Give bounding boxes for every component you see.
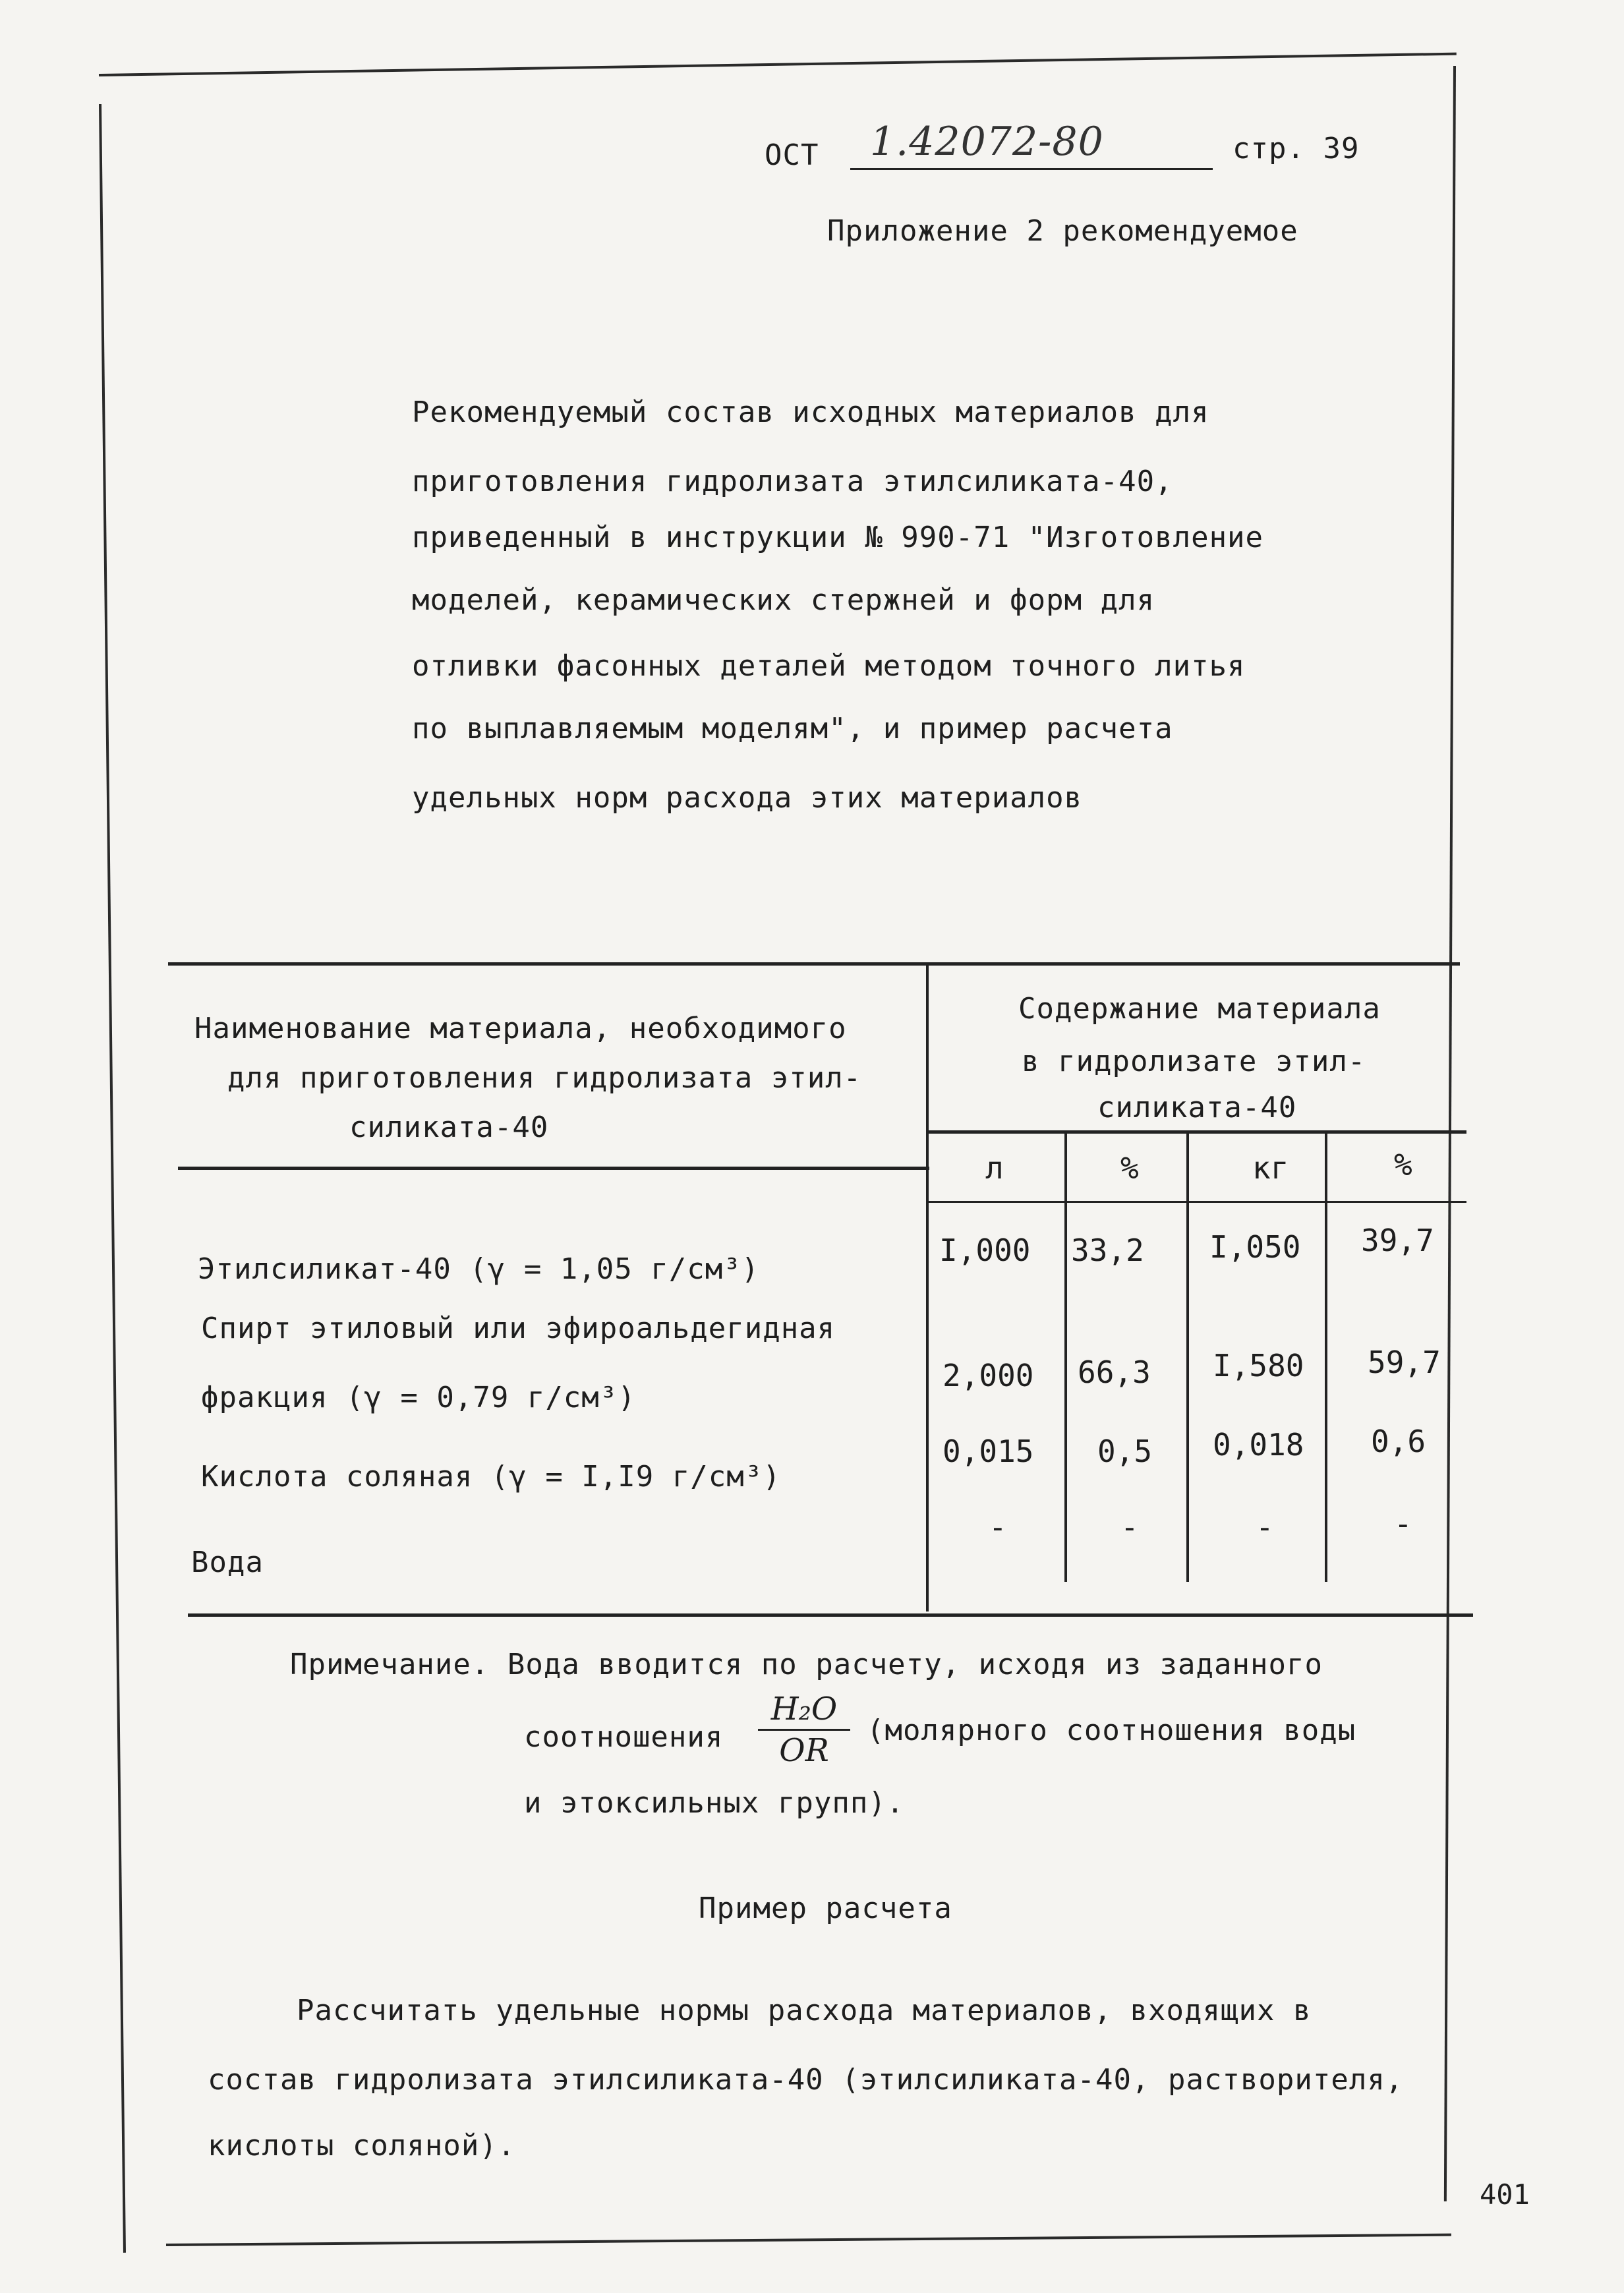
frame-top-border <box>99 53 1457 76</box>
fraction-bar <box>758 1729 850 1731</box>
table-header-rule-left <box>178 1167 929 1170</box>
table-units-rule <box>926 1201 1466 1203</box>
row-name: Вода <box>191 1546 264 1579</box>
row-name: Этилсиликат-40 (γ = 1,05 г/см³) <box>198 1252 760 1286</box>
row-value: 39,7 <box>1361 1223 1434 1258</box>
header-right-line: Содержание материала <box>1018 992 1381 1026</box>
row-name: фракция (γ = 0,79 г/см³) <box>201 1381 636 1414</box>
row-value: 0,015 <box>942 1434 1034 1469</box>
table-divider-main <box>926 966 929 1611</box>
intro-line: Рекомендуемый состав исходных материалов для <box>412 395 1209 429</box>
row-value: 0,018 <box>1213 1427 1304 1463</box>
intro-line: удельных норм расхода этих материалов <box>412 781 1083 815</box>
fraction-numerator: H₂O <box>770 1691 838 1727</box>
row-value: 59,7 <box>1368 1345 1441 1380</box>
ost-label: ОСТ <box>765 138 819 172</box>
intro-line: приведенный в инструкции № 990-71 "Изготовление <box>412 521 1264 554</box>
row-value: - <box>1394 1506 1412 1542</box>
row-value: - <box>1120 1509 1139 1545</box>
note-line: и этоксильных групп). <box>524 1786 905 1820</box>
table-divider-col2 <box>1064 1134 1067 1582</box>
row-value: - <box>1256 1509 1274 1545</box>
row-value: 66,3 <box>1078 1354 1151 1390</box>
header-right-line: силиката-40 <box>1097 1091 1297 1124</box>
header-left-line: силиката-40 <box>349 1111 549 1144</box>
corner-page-number: 401 <box>1480 2178 1530 2211</box>
ost-number: 1.42072-80 <box>870 119 1104 165</box>
row-value: 0,5 <box>1097 1434 1153 1469</box>
row-name: Кислота соляная (γ = I,I9 г/см³) <box>201 1460 781 1494</box>
table-divider-col3 <box>1186 1134 1189 1582</box>
row-value: I,050 <box>1209 1229 1301 1265</box>
example-line: Рассчитать удельные нормы расхода материалов, входящих в <box>297 1994 1312 2027</box>
header-left-line: для приготовления гидролизата этил- <box>227 1061 862 1095</box>
molar-ratio-fraction <box>758 1691 850 1769</box>
header-right-line: в гидролизате этил- <box>1022 1045 1366 1078</box>
intro-line: по выплавляемым моделям", и пример расчета <box>412 712 1173 745</box>
example-line: кислоты соляной). <box>208 2129 516 2162</box>
unit-kg: кг <box>1252 1150 1289 1186</box>
row-value: I,580 <box>1213 1348 1304 1383</box>
example-line: состав гидролизата этилсиликата-40 (этилсиликата-40, растворителя, <box>208 2063 1404 2097</box>
row-name: Спирт этиловый или эфироальдегидная <box>201 1312 836 1345</box>
row-value: - <box>989 1509 1007 1545</box>
table-header-rule-right <box>926 1130 1466 1134</box>
intro-line: отливки фасонных деталей методом точного литья <box>412 649 1246 683</box>
fraction-denominator: OR <box>779 1732 829 1769</box>
unit-percent: % <box>1394 1147 1412 1182</box>
intro-line: приготовления гидролизата этилсиликата-40, <box>412 465 1173 498</box>
note-line: (молярного соотношения воды <box>867 1714 1356 1747</box>
note-line: соотношения <box>524 1720 724 1754</box>
row-value: I,000 <box>939 1233 1031 1268</box>
frame-left-border <box>99 104 126 2253</box>
note-line: Примечание. Вода вводится по расчету, исходя из заданного <box>290 1648 1323 1681</box>
table-divider-col4 <box>1325 1134 1327 1582</box>
header-left-line: Наименование материала, необходимого <box>194 1012 847 1045</box>
row-value: 0,6 <box>1371 1424 1426 1459</box>
row-value: 2,000 <box>942 1358 1034 1393</box>
table-bottom-rule <box>188 1613 1473 1617</box>
ost-underline <box>850 168 1213 170</box>
row-value: 33,2 <box>1071 1233 1144 1268</box>
unit-liters: л <box>985 1150 1004 1186</box>
example-title: Пример расчета <box>699 1892 952 1925</box>
table-top-rule <box>168 962 1460 966</box>
unit-percent: % <box>1120 1150 1139 1186</box>
page-label: стр. 39 <box>1232 132 1360 165</box>
frame-bottom-border <box>166 2234 1451 2246</box>
appendix-label: Приложение 2 рекомендуемое <box>827 214 1298 248</box>
intro-line: моделей, керамических стержней и форм для <box>412 583 1155 617</box>
